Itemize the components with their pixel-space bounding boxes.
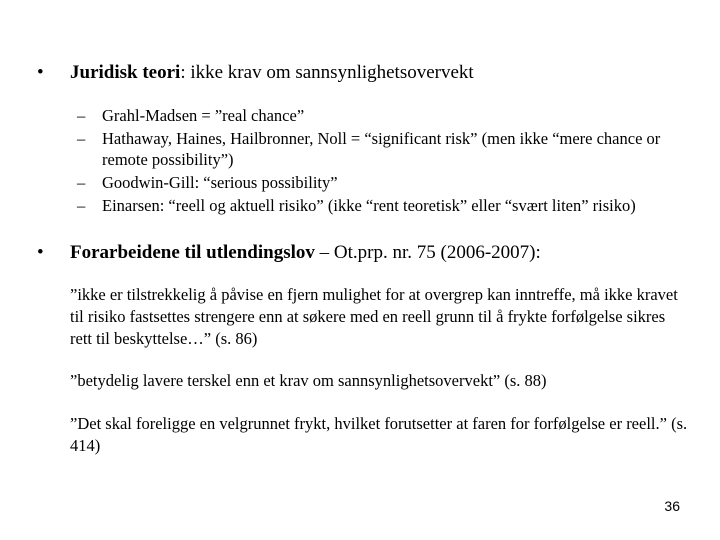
- dash-marker: –: [77, 129, 86, 148]
- page-number: 36: [664, 498, 680, 514]
- dash-marker: –: [77, 173, 86, 192]
- quote-s88: ”betydelig lavere terskel enn et krav om sannsynlighetsovervekt” (s. 88): [70, 371, 547, 390]
- bullet-heading: Juridisk teori: [70, 62, 181, 83]
- bullet-text: – Ot.prp. nr. 75 (2006-2007):: [314, 242, 541, 263]
- bullet-text: : ikke krav om sannsynlighetsovervekt: [180, 62, 474, 83]
- bullet-marker: •: [37, 242, 44, 263]
- dash-marker: –: [77, 196, 86, 215]
- quote-s86: ”ikke er tilstrekkelig å påvise en fjern mulighet for at overgrep kan inntreffe, må ikke kravet til risiko fastsettes strengere enn at søkere med en reell grunn til å frykte forfølgelse sikres rett til beskyttelse…” (s. 86): [70, 285, 678, 348]
- dash-marker: –: [77, 106, 86, 125]
- bullet-juridisk-teori: [37, 62, 474, 84]
- sub-item-text: Goodwin-Gill: “serious possibility”: [102, 173, 338, 192]
- sub-item-text: Hathaway, Haines, Hailbronner, Noll = “significant risk” (men ikke “mere chance or remote possibility”): [102, 129, 661, 169]
- sub-item-text: Einarsen: “reell og aktuell risiko” (ikke “rent teoretisk” eller “svært liten” risiko): [102, 196, 636, 215]
- quote-s414: ”Det skal foreligge en velgrunnet frykt, hvilket forutsetter at faren for forfølgelse er reell.” (s. 414): [70, 414, 688, 455]
- bullet-heading: Forarbeidene til utlendingslov: [70, 242, 315, 263]
- bullet-marker: •: [37, 62, 44, 83]
- bullet-forarbeidene: [37, 242, 541, 264]
- sub-item-text: Grahl-Madsen = ”real chance”: [102, 106, 305, 125]
